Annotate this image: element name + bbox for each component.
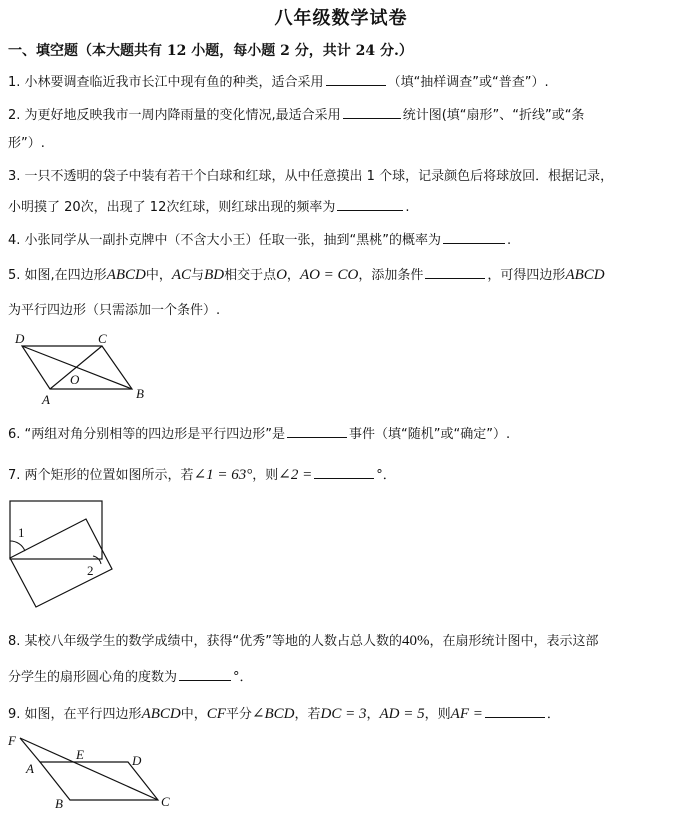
q5-fig-label-o: O xyxy=(70,372,80,387)
q1-number: 1. xyxy=(8,75,21,90)
q5-text-1: 如图,在四边形 xyxy=(24,268,107,283)
q9-math-dc: DC = 3 xyxy=(320,706,367,722)
q5-text-5: ， xyxy=(286,268,300,283)
q7-math-angle1: ∠1 = 63° xyxy=(193,467,253,483)
q3-text-after: . xyxy=(405,200,410,215)
q5-math-ao-co: AO = CO xyxy=(299,267,359,283)
q9-fig-label-c: C xyxy=(161,794,170,809)
q5-fig-label-d: D xyxy=(15,331,25,346)
q9-fig-label-f: F xyxy=(8,733,16,748)
q9-text-2: 中， xyxy=(180,707,207,722)
q6-number: 6. xyxy=(8,427,21,442)
q9-text-1: 如图，在平行四边形 xyxy=(24,707,142,722)
q7-math-angle2: ∠2 = xyxy=(278,467,313,483)
q5-math-bd: BD xyxy=(204,267,225,283)
q7-number: 7. xyxy=(8,468,21,483)
q3-text: 一只不透明的袋子中装有若干个白球和红球，从中任意摸出 1 个球，记录颜色后将球放回．根据记录， xyxy=(24,169,614,184)
q9-text-3: 平分 xyxy=(225,707,252,722)
q5-number: 5. xyxy=(8,268,21,283)
q7-fig-label-2: 2 xyxy=(87,563,94,578)
q9-fig-label-a: A xyxy=(26,761,34,776)
q7-text: 两个矩形的位置如图所示，若 xyxy=(24,468,194,483)
q5-math-ac: AC xyxy=(171,267,192,283)
q4-text-after: . xyxy=(507,233,512,248)
q2-text-after: 统计图(填“扇形”、“折线”或“条 xyxy=(402,108,585,123)
q9-fig-label-d: D xyxy=(132,753,142,768)
q9-math-abcd: ABCD xyxy=(141,706,181,722)
q5-text-6: ，添加条件 xyxy=(358,268,424,283)
q9-text-6: ，则 xyxy=(424,707,451,722)
q5-fig-label-c: C xyxy=(98,331,107,346)
q5-text-3: 与 xyxy=(191,268,205,283)
q7-text-mid: ，则 xyxy=(252,468,279,483)
q9-fig-label-b: B xyxy=(55,796,63,811)
q2-continuation: 形”）. xyxy=(8,136,45,151)
section-heading: 一、填空题（本大题共有 12 小题，每小题 2 分，共计 24 分.） xyxy=(8,43,413,59)
q5-math-o: O xyxy=(276,267,287,283)
q6-text-after: 事件（填“随机”或“确定”）. xyxy=(349,427,511,442)
q2-text: 为更好地反映我市一周内降雨量的变化情况,最适合采用 xyxy=(24,108,341,123)
q8-text-2: 分学生的扇形圆心角的度数为 xyxy=(8,670,178,685)
q7-fig-label-1: 1 xyxy=(18,525,25,540)
q5-fig-label-b: B xyxy=(136,386,144,401)
q1-text-after: （填“抽样调查”或“普查”）. xyxy=(387,75,549,90)
q9-number: 9. xyxy=(8,707,21,722)
q5-fig-label-a: A xyxy=(42,392,50,407)
q2-number: 2. xyxy=(8,108,21,123)
q3-number: 3. xyxy=(8,169,21,184)
q5-continuation: 为平行四边形（只需添加一个条件）. xyxy=(8,303,221,318)
q5-text-7: ，可得四边形 xyxy=(487,268,566,283)
q5-text-2: 中， xyxy=(145,268,172,283)
q8-math-percent: 40% xyxy=(402,633,430,649)
q4-text: 小张同学从一副扑克牌中（不含大小王）任取一张，抽到“黑桃”的概率为 xyxy=(24,233,442,248)
q5-math-abcd-2: ABCD xyxy=(565,267,605,283)
q6-text: “两组对角分别相等的四边形是平行四边形”是 xyxy=(24,427,286,442)
q8-text-2-after: °． xyxy=(233,670,253,685)
q9-math-ad: AD = 5 xyxy=(379,706,425,722)
q9-fig-label-e: E xyxy=(76,747,84,762)
q9-math-af: AF = xyxy=(450,706,483,722)
q8-text: 某校八年级学生的数学成绩中，获得“优秀”等地的人数占总人数的 xyxy=(24,634,403,649)
q8-text-after: ，在扇形统计图中，表示这部 xyxy=(429,634,599,649)
q8-number: 8. xyxy=(8,634,21,649)
q4-number: 4. xyxy=(8,233,21,248)
exam-title: 八年级数学试卷 xyxy=(274,8,408,29)
q5-math-abcd: ABCD xyxy=(106,267,146,283)
q9-text-7: ． xyxy=(546,707,560,722)
q9-text-4: ，若 xyxy=(294,707,321,722)
q9-math-angle-bcd: ∠BCD xyxy=(251,706,295,722)
q7-text-after: °． xyxy=(376,468,396,483)
q9-math-cf: CF xyxy=(206,706,226,722)
q5-text-4: 相交于点 xyxy=(224,268,277,283)
q1-text: 小林要调查临近我市长江中现有鱼的种类，适合采用 xyxy=(24,75,324,90)
q9-text-5: ， xyxy=(366,707,380,722)
q3-text-2: 小明摸了 20次，出现了 12次红球，则红球出现的频率为 xyxy=(8,200,336,215)
